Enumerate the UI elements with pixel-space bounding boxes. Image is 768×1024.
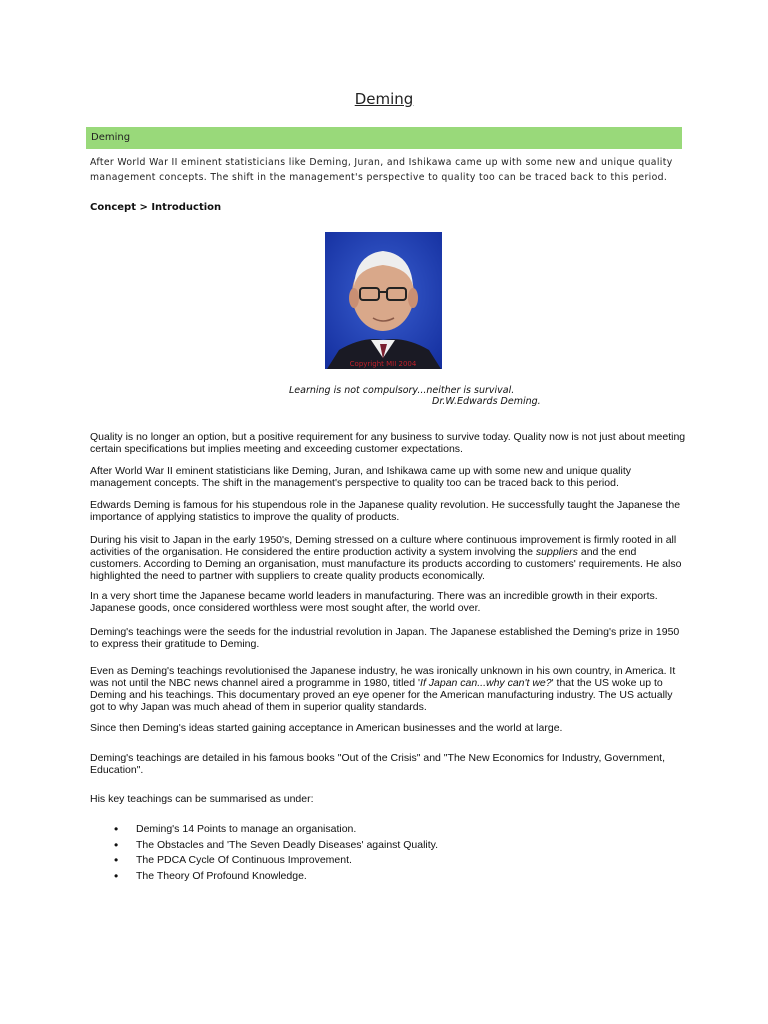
paragraph: Since then Deming's ideas started gaining acceptance in American businesses and the world at large. — [90, 722, 563, 734]
section-header: Deming — [91, 132, 131, 143]
emphasis-documentary-title: If Japan can...why can't we? — [420, 677, 552, 689]
paragraph: Deming's teachings were the seeds for the industrial revolution in Japan. The Japanese established the Deming's prize in 1950 to express their gratitude to Deming. — [90, 626, 680, 650]
emphasis-suppliers: suppliers — [535, 546, 578, 558]
portrait-copyright-watermark: Copyright MII 2004 — [349, 360, 417, 368]
list-item: • The Theory Of Profound Knowledge. — [90, 869, 438, 885]
paragraph: In a very short time the Japanese became world leaders in manufacturing. There was an incredible growth in their exports. Japanese goods, once considered worthless were most sought after, the world over. — [90, 590, 658, 614]
list-item: • The PDCA Cycle Of Continuous Improvement. — [90, 853, 438, 869]
paragraph: Even as Deming's teachings revolutionised the Japanese industry, he was ironically unknown in his own country, in America. It was not until the NBC news channel aired a programme in 1980, titled 'If Japan can...why can't we?' that the US woke up to Deming and his teachings. This documentary proved an eye opener for the American manufacturing industry. The US actually got to why Japan was much ahead of them in superior quality standards. — [90, 665, 676, 713]
breadcrumb: Concept > Introduction — [90, 202, 222, 213]
section-header-bar — [86, 127, 682, 149]
quote-author: Dr.W.Edwards Deming. — [432, 396, 541, 407]
paragraph: After World War II eminent statisticians like Deming, Juran, and Ishikawa came up with some new and unique quality management concepts. The shift in the management's perspective to quality too can be traced back to this period. — [90, 465, 632, 489]
page-title: Deming — [354, 90, 414, 108]
key-teachings-list — [90, 822, 438, 884]
list-item: • The Obstacles and 'The Seven Deadly Diseases' against Quality. — [90, 838, 438, 854]
paragraph: Deming's teachings are detailed in his famous books "Out of the Crisis" and "The New Economics for Industry, Government, Education". — [90, 752, 666, 776]
paragraph: His key teachings can be summarised as under: — [90, 793, 314, 805]
intro-paragraph: After World War II eminent statisticians like Deming, Juran, and Ishikawa came up with some new and unique quality management concepts. The shift in the management's perspective to quality too can be traced back to this period. — [90, 157, 673, 183]
quote-text: Learning is not compulsory...neither is survival. — [289, 385, 515, 396]
deming-portrait — [325, 232, 442, 369]
paragraph: Edwards Deming is famous for his stupendous role in the Japanese quality revolution. He successfully taught the Japanese the importance of applying statistics to improve the quality of products. — [90, 499, 681, 523]
paragraph: Quality is no longer an option, but a positive requirement for any business to survive today. Quality now is not just about meeting certain specifications but implies meeting and exceeding customer expectations. — [90, 431, 686, 455]
paragraph: During his visit to Japan in the early 1950's, Deming stressed on a culture where continuous improvement is firmly rooted in all activities of the organisation. He considered the entire production activity a system involving the suppliers and the end customers. According to Deming an organisation, must manufacture its products according to customers' requirements. He also highlighted the need to partner with suppliers to create quality products economically. — [90, 534, 682, 582]
list-item: • Deming's 14 Points to manage an organisation. — [90, 822, 438, 838]
